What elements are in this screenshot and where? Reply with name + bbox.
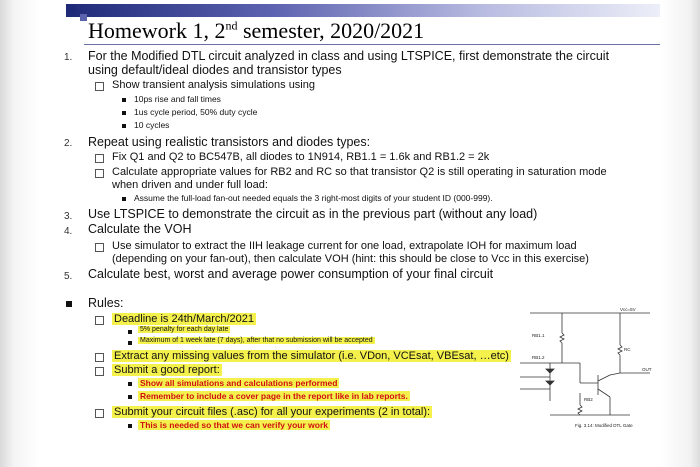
bullet xyxy=(122,197,126,201)
bullet xyxy=(66,301,72,307)
maximum-late-text: Maximum of 1 week late (7 days), after that no submission will be accepted xyxy=(140,337,373,344)
item-number: 2. xyxy=(64,138,73,149)
sub-item: Fix Q1 and Q2 to BC547B, all diodes to 1N914, RB1.1 = 1.6k and RB1.2 = 2k xyxy=(112,151,490,163)
sub-item: Show transient analysis simulations using xyxy=(112,79,315,91)
bullet xyxy=(128,424,132,428)
sub-item-cont: when driven and under full load: xyxy=(112,179,268,191)
header-square-small xyxy=(80,14,87,21)
rb11-label: RB1.1 xyxy=(532,333,545,338)
item-2-text: Repeat using realistic transistors and diodes types: xyxy=(88,135,371,149)
item-number: 5. xyxy=(64,271,73,282)
rc-label: RC xyxy=(624,347,631,352)
out-label: OUT xyxy=(642,367,652,372)
subsub-item: 10ps rise and fall times xyxy=(134,94,221,104)
sub-bullet-box xyxy=(95,154,104,163)
sub-bullet-box xyxy=(95,367,104,376)
item-5-text: Calculate best, worst and average power consumption of your final circuit xyxy=(88,267,494,281)
item-4-text: Calculate the VOH xyxy=(88,222,192,236)
dtl-circuit-diagram xyxy=(500,305,660,430)
sub-bullet-box xyxy=(95,243,104,252)
item-1-text: For the Modified DTL circuit analyzed in class and using LTSPICE, first demonstrate the circuit xyxy=(88,49,610,63)
cover-page-text: Remember to include a cover page in the report like in lab reports. xyxy=(140,391,408,401)
sub-item: Calculate appropriate values for RB2 and RC so that transistor Q2 is still operating in saturation mode xyxy=(112,166,607,178)
subsub-item: 1us cycle period, 50% duty cycle xyxy=(134,107,258,117)
sub-item: Use simulator to extract the IIH leakage current for one load, extrapolate IOH for maximum load xyxy=(112,240,577,252)
show-all-text: Show all simulations and calculations performed xyxy=(140,378,338,388)
page-title: Homework 1, 2nd semester, 2020/2021 xyxy=(88,18,425,43)
rb2-label: RB2 xyxy=(584,397,593,402)
sub-item-cont: (depending on your fan-out), then calculate VOH (hint: this should be close to Vcc in this exercise) xyxy=(112,253,589,265)
bullet xyxy=(128,341,132,345)
bullet xyxy=(128,330,132,334)
verify-text: This is needed so that we can verify your work xyxy=(140,420,329,430)
sub-bullet-box xyxy=(95,169,104,178)
sub-bullet-box xyxy=(95,409,104,418)
item-1-text-cont: using default/ideal diodes and transistor types xyxy=(88,63,342,77)
sub-bullet-box xyxy=(95,353,104,362)
item-number: 4. xyxy=(64,226,73,237)
penalty-text: 5% penalty for each day late xyxy=(140,326,229,333)
bullet xyxy=(122,124,126,128)
vcc-label: Vcc=5V xyxy=(620,307,636,312)
sub-bullet-box xyxy=(95,316,104,325)
report-text: Submit a good report: xyxy=(114,364,220,376)
figure-caption: Fig. 3.14: Modified DTL Gate xyxy=(575,423,633,428)
item-number: 1. xyxy=(64,52,73,63)
bullet xyxy=(128,382,132,386)
sub-bullet-box xyxy=(95,82,104,91)
extract-values-text: Extract any missing values from the simulator (i.e. VDon, VCEsat, VBEsat, …etc) xyxy=(114,350,509,362)
bullet xyxy=(122,111,126,115)
deadline-text: Deadline is 24th/March/2021 xyxy=(114,313,255,325)
files-text: Submit your circuit files (.asc) for all your experiments (2 in total): xyxy=(114,406,431,418)
subsub-item: Assume the full-load fan-out needed equals the 3 right-most digits of your student ID (000-999). xyxy=(134,193,493,203)
header-square xyxy=(66,4,75,13)
bullet xyxy=(128,395,132,399)
title-divider xyxy=(84,44,660,45)
subsub-item: 10 cycles xyxy=(134,120,170,130)
rules-label: Rules: xyxy=(88,296,124,310)
rb12-label: RB1.2 xyxy=(532,355,545,360)
item-3-text: Use LTSPICE to demonstrate the circuit as in the previous part (without any load) xyxy=(88,207,538,221)
header-bar xyxy=(66,4,660,17)
bullet xyxy=(122,98,126,102)
item-number: 3. xyxy=(64,211,73,222)
